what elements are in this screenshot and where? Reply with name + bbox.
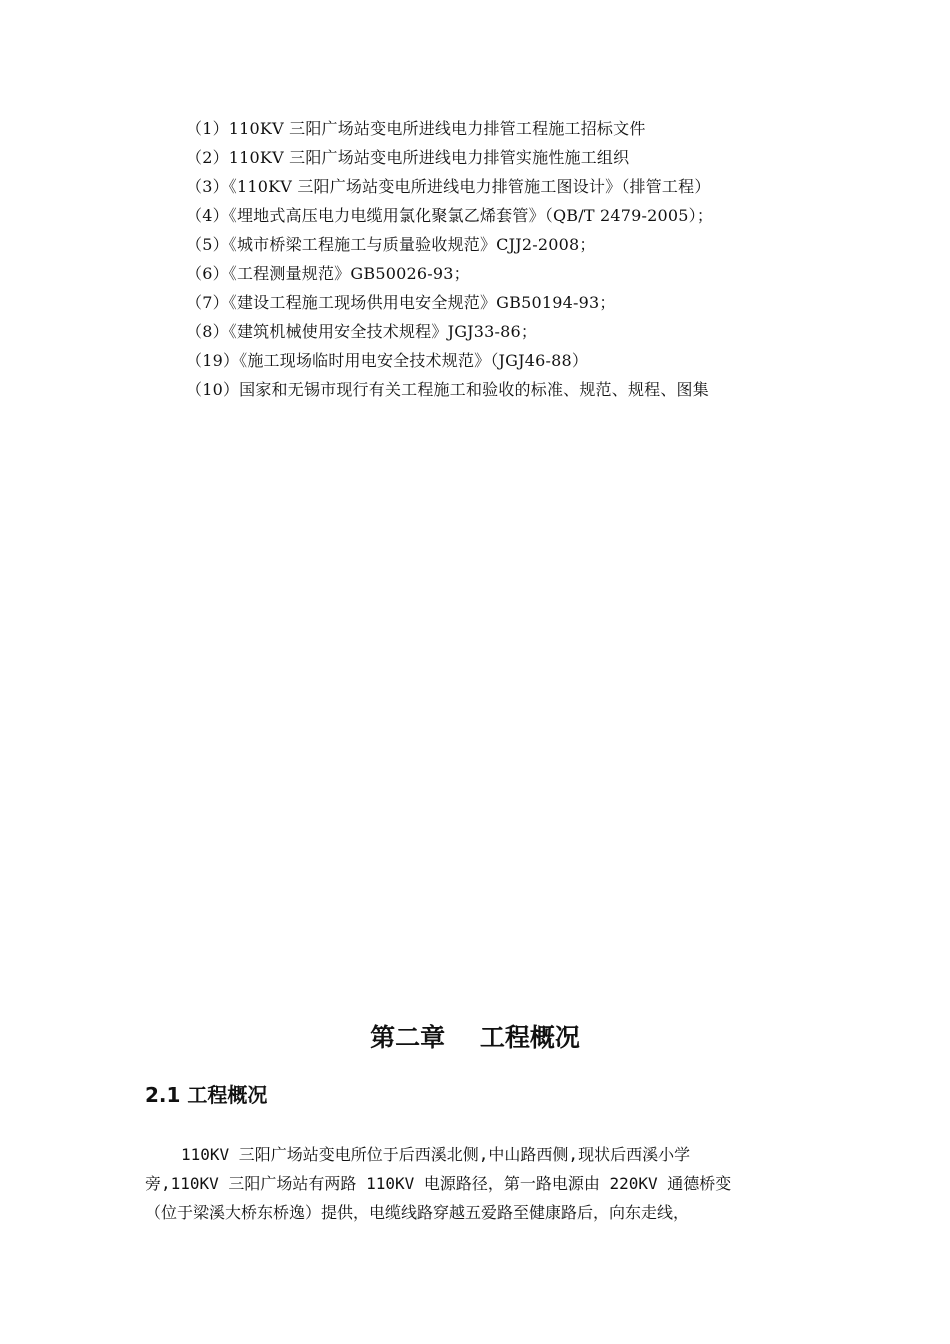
reference-item: （8）《建筑机械使用安全技术规程》JGJ33-86； <box>186 322 538 341</box>
reference-item: （19）《施工现场临时用电安全技术规范》（JGJ46-88） <box>186 351 589 370</box>
paragraph-line: （位于梁溪大桥东桥逸）提供，电缆线路穿越五爱路至健康路后，向东走线， <box>145 1203 690 1222</box>
reference-item: （1）110KV 三阳广场站变电所进线电力排管工程施工招标文件 <box>186 119 646 138</box>
reference-item: （2）110KV 三阳广场站变电所进线电力排管实施性施工组织 <box>186 148 630 167</box>
reference-item: （7）《建设工程施工现场供用电安全规范》GB50194-93； <box>186 293 616 312</box>
section-title: 2.1 工程概况 <box>145 1083 268 1107</box>
paragraph-line: 旁,110KV 三阳广场站有两路 110KV 电源路径，第一路电源由 220KV 通德桥变 <box>145 1174 732 1193</box>
chapter-title: 第二章 工程概况 <box>370 1023 580 1052</box>
reference-item: （10）国家和无锡市现行有关工程施工和验收的标准、规范、规程、图集 <box>186 380 709 399</box>
reference-list <box>186 114 886 404</box>
reference-item: （6）《工程测量规范》GB50026-93； <box>186 264 470 283</box>
paragraph-line: 110KV 三阳广场站变电所位于后西溪北侧,中山路西侧,现状后西溪小学 <box>181 1145 691 1164</box>
section-paragraph <box>145 1140 809 1227</box>
reference-item: （4）《埋地式高压电力电缆用氯化聚氯乙烯套管》（QB/T 2479-2005）； <box>186 206 714 225</box>
reference-item: （3）《110KV 三阳广场站变电所进线电力排管施工图设计》（排管工程） <box>186 177 711 196</box>
reference-item: （5）《城市桥梁工程施工与质量验收规范》CJJ2-2008； <box>186 235 596 254</box>
